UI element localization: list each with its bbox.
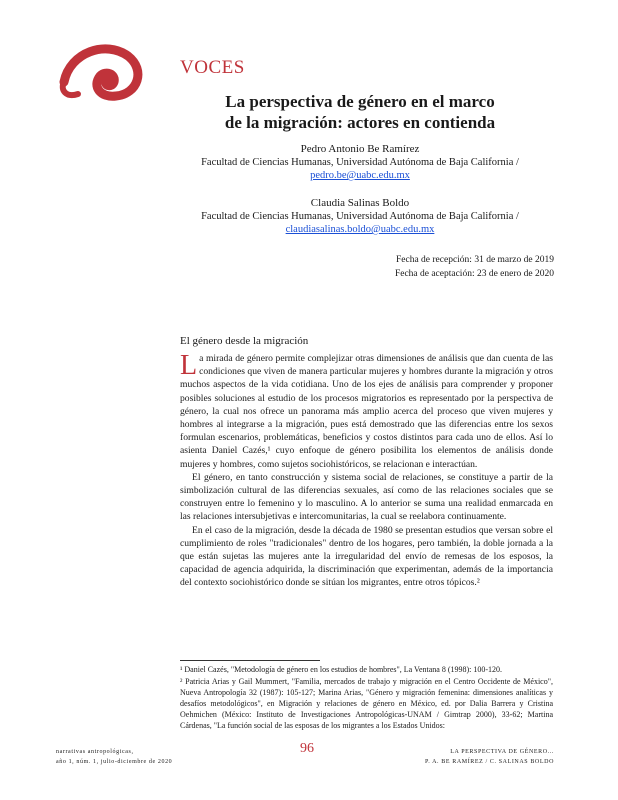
author-affiliation: Facultad de Ciencias Humanas, Universidad Autónoma de Baja California / [201, 157, 519, 168]
paragraph-1 [180, 352, 553, 471]
article-body [180, 335, 553, 590]
journal-issue: año 1, núm. 1, julio-diciembre de 2020 [56, 759, 173, 765]
spiral-logo-icon [56, 32, 156, 104]
footnotes [180, 664, 553, 732]
running-authors: P. A. BE RAMÍREZ / C. SALINAS BOLDO [424, 759, 554, 765]
article-dates [395, 253, 554, 281]
author-name: Claudia Salinas Boldo [310, 197, 410, 209]
paragraph-1-text: a mirada de género permite complejizar otras dimensiones de análisis que dan cuenta de las condiciones que viven de manera particular mujeres y hombres durante la migración y otros muchos aspectos de la vida cotidiana. Uno de los ejes de análisis para comprender y proponer posibles soluciones al estudio de los procesos migratorios es representado por la perspectiva de género, la cual nos ofrece un panorama más amplio acerca del proceso que viven mujeres y hombres al integrarse a la migración, pues está demostrado que las diferencias entre los sexos formulan escenarios, problemáticas, beneficios y costos distintos para cada uno de ellos. Así lo asienta Daniel Cazés,¹ cuyo enfoque de género posibilita los elementos de análisis donde mujeres y hombres, como sujetos sociohistóricos, se relacionan e interactúan. [180, 353, 553, 470]
footnote-2: ² Patricia Arias y Gail Mummert, "Familia, mercados de trabajo y migración en el Centro Occidente de México", Nueva Antropología 32 (1987): 105-127; Marina Arias, "Género y migración femenina: dimensiones analíticas y desafíos metodológicos", en Migración y relaciones de género en México, ed. por Dalia Barrera y Cristina Oehmichen (México: Instituto de Investigaciones Antropológicas-UNAM / Gimtrap 2000), 33-62; Martina Cárdenas, "La función social de las esposas de los migrantes a los Estados Unidos: [180, 677, 553, 730]
author-block-2 [180, 197, 540, 236]
article-title [180, 91, 540, 133]
footnote-1: ¹ Daniel Cazés, "Metodología de género en los estudios de hombres", La Ventana 8 (1998): 100-120. [180, 665, 503, 674]
author-email-link[interactable]: pedro.be@uabc.edu.mx [310, 170, 410, 181]
page-number: 96 [300, 741, 314, 756]
journal-name: narrativas antropológicas, [56, 749, 134, 755]
paragraph-2: El género, en tanto construcción y sistema social de relaciones, se constituye a partir de la simbolización cultural de las diferencias sexuales, así como de las relaciones sociales que se construyen entre lo femenino y lo masculino. A lo anterior se suma una realidad enmarcada en las relaciones intersubjetivas e intercomunitarias, la cual se reelabora continuamente. [180, 471, 553, 523]
author-email-link[interactable]: claudiasalinas.boldo@uabc.edu.mx [285, 224, 435, 235]
footer-journal [56, 747, 172, 767]
running-title: LA PERSPECTIVA DE GÉNERO... [450, 749, 554, 755]
section-subtitle: El género desde la migración [180, 335, 309, 347]
author-block-1 [180, 143, 540, 182]
drop-cap: L [180, 350, 198, 381]
footer-running-head [425, 747, 554, 767]
title-line-2: de la migración: actores en contienda [224, 113, 496, 132]
footnote-divider [180, 660, 320, 661]
received-date: Fecha de recepción: 31 de marzo de 2019 [395, 255, 554, 265]
accepted-date: Fecha de aceptación: 23 de enero de 2020 [394, 269, 554, 279]
paragraph-3: En el caso de la migración, desde la década de 1980 se presentan estudios que versan sobre el cumplimiento de roles "tradicionales" dentro de los hogares, pero también, la doble jornada a la que están sujetas las mujeres ante la irregularidad del envío de remesas de los esposos, la capacidad de agencia adquirida, la discriminación que experimentan, además de la importancia del contexto sociohistórico donde se sitúan los migrantes, entre otros tópicos.² [180, 524, 553, 589]
title-line-1: La perspectiva de género en el marco [225, 92, 495, 111]
author-affiliation: Facultad de Ciencias Humanas, Universidad Autónoma de Baja California / [201, 211, 519, 222]
section-label: VOCES [180, 57, 245, 78]
author-name: Pedro Antonio Be Ramírez [300, 143, 420, 155]
